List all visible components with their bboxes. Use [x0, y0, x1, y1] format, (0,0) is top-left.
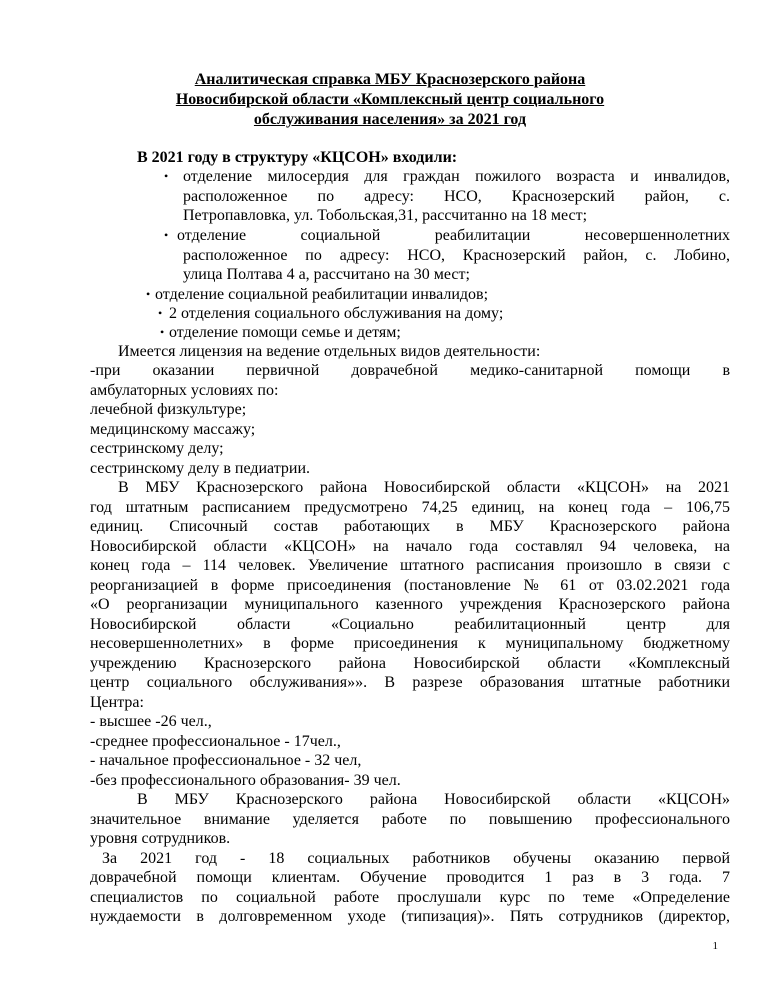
- department-2-line: расположенное по адресу: НСО, Краснозерский район, с. Лобино,: [183, 246, 730, 264]
- training-line: специалистов по социальной работе прослушали курс по теме «Определение: [90, 889, 730, 906]
- license-line-2: амбулаторных условиях по:: [90, 382, 279, 399]
- license-item: медицинскому массажу;: [90, 421, 256, 438]
- staff-line: Новосибирской области «Социально реабилитационный центр для: [90, 616, 730, 633]
- staff-line: конец года – 114 человек. Увеличение штатного расписания произошло в связи с: [90, 557, 730, 574]
- education-item: -среднее профессиональное - 17чел.,: [90, 733, 341, 750]
- attention-line: значительное внимание уделяется работе по повышению профессионального: [90, 811, 730, 828]
- staff-line: «О реорганизации муниципального казенного учреждения Краснозерского района: [90, 596, 730, 613]
- training-line: нуждаемости в долговременном уходе (типизация)». Пять сотрудников (директор,: [90, 908, 730, 925]
- staff-line: Центра:: [90, 694, 144, 711]
- title-line-3: обслуживания населения» за 2021 год: [253, 111, 527, 128]
- training-line: доврачебной помощи клиентам. Обучение проводится 1 раз в 3 года. 7: [90, 869, 730, 886]
- staff-line: учреждению Краснозерского района Новосибирской области «Комплексный: [90, 655, 730, 672]
- department-3: отделение социальной реабилитации инвалидов;: [155, 286, 489, 303]
- staff-line: центр социального обслуживания»». В разрезе образования штатные работники: [90, 674, 730, 691]
- title-line-1: Аналитическая справка МБУ Краснозерского района: [194, 71, 586, 88]
- education-item: - высшее -26 чел.,: [90, 713, 212, 730]
- bullet-icon: •: [164, 169, 169, 183]
- attention-line: уровня сотрудников.: [90, 830, 231, 847]
- staff-line: Новосибирской области «КЦСОН» на начало года составлял 94 человека, на: [90, 538, 730, 555]
- license-item: лечебной физкультуре;: [90, 401, 247, 418]
- staff-line: год штатным расписанием предусмотрено 74,25 единиц, на конец года – 106,75: [90, 499, 730, 516]
- page-number: 1: [712, 940, 718, 952]
- bullet-icon: •: [146, 287, 151, 301]
- license-item: сестринскому делу;: [90, 440, 224, 457]
- department-4: 2 отделения социального обслуживания на дому;: [169, 305, 504, 322]
- license-line-1: -при оказании первичной доврачебной медико-санитарной помощи в: [90, 362, 730, 379]
- license-item: сестринскому делу в педиатрии.: [90, 460, 311, 477]
- staff-line: несовершеннолетних» в форме присоединения к муниципальному бюджетному: [90, 635, 730, 652]
- bullet-icon: •: [164, 228, 169, 242]
- education-item: - начальное профессиональное - 32 чел,: [90, 752, 362, 769]
- department-1-line: Петропавловка, ул. Тобольская,31, рассчитанно на 18 мест;: [183, 207, 588, 225]
- staff-line: В МБУ Краснозерского района Новосибирской области «КЦСОН» на 2021: [118, 479, 730, 496]
- department-1-line: отделение милосердия для граждан пожилого возраста и инвалидов,: [183, 168, 730, 185]
- bullet-icon: •: [158, 306, 163, 320]
- training-line: За 2021 год - 18 социальных работников обучены оказанию первой: [102, 850, 730, 867]
- department-1: [183, 167, 730, 226]
- staff-line: реорганизацией в форме присоединения (постановление № 61 от 03.02.2021 года: [90, 577, 730, 594]
- bullet-icon: •: [160, 325, 165, 339]
- structure-heading: В 2021 году в структуру «КЦСОН» входили:: [137, 149, 458, 166]
- document-title: [90, 70, 690, 130]
- department-2-line: отделение социальной реабилитации несовершеннолетних: [177, 227, 730, 244]
- license-intro: Имеется лицензия на ведение отдельных видов деятельности:: [118, 343, 541, 360]
- department-2: [177, 226, 730, 285]
- education-item: -без профессионального образования- 39 чел.: [90, 772, 401, 789]
- title-line-2: Новосибирской области «Комплексный центр социального: [175, 91, 605, 108]
- attention-line: В МБУ Краснозерского района Новосибирской области «КЦСОН»: [137, 791, 730, 808]
- department-1-line: расположенное по адресу: НСО, Краснозерский район, с.: [183, 187, 730, 205]
- staff-line: единиц. Списочный состав работающих в МБУ Краснозерского района: [90, 518, 730, 535]
- department-5: отделение помощи семье и детям;: [169, 324, 401, 341]
- department-2-line: улица Полтава 4 а, рассчитано на 30 мест;: [183, 266, 470, 284]
